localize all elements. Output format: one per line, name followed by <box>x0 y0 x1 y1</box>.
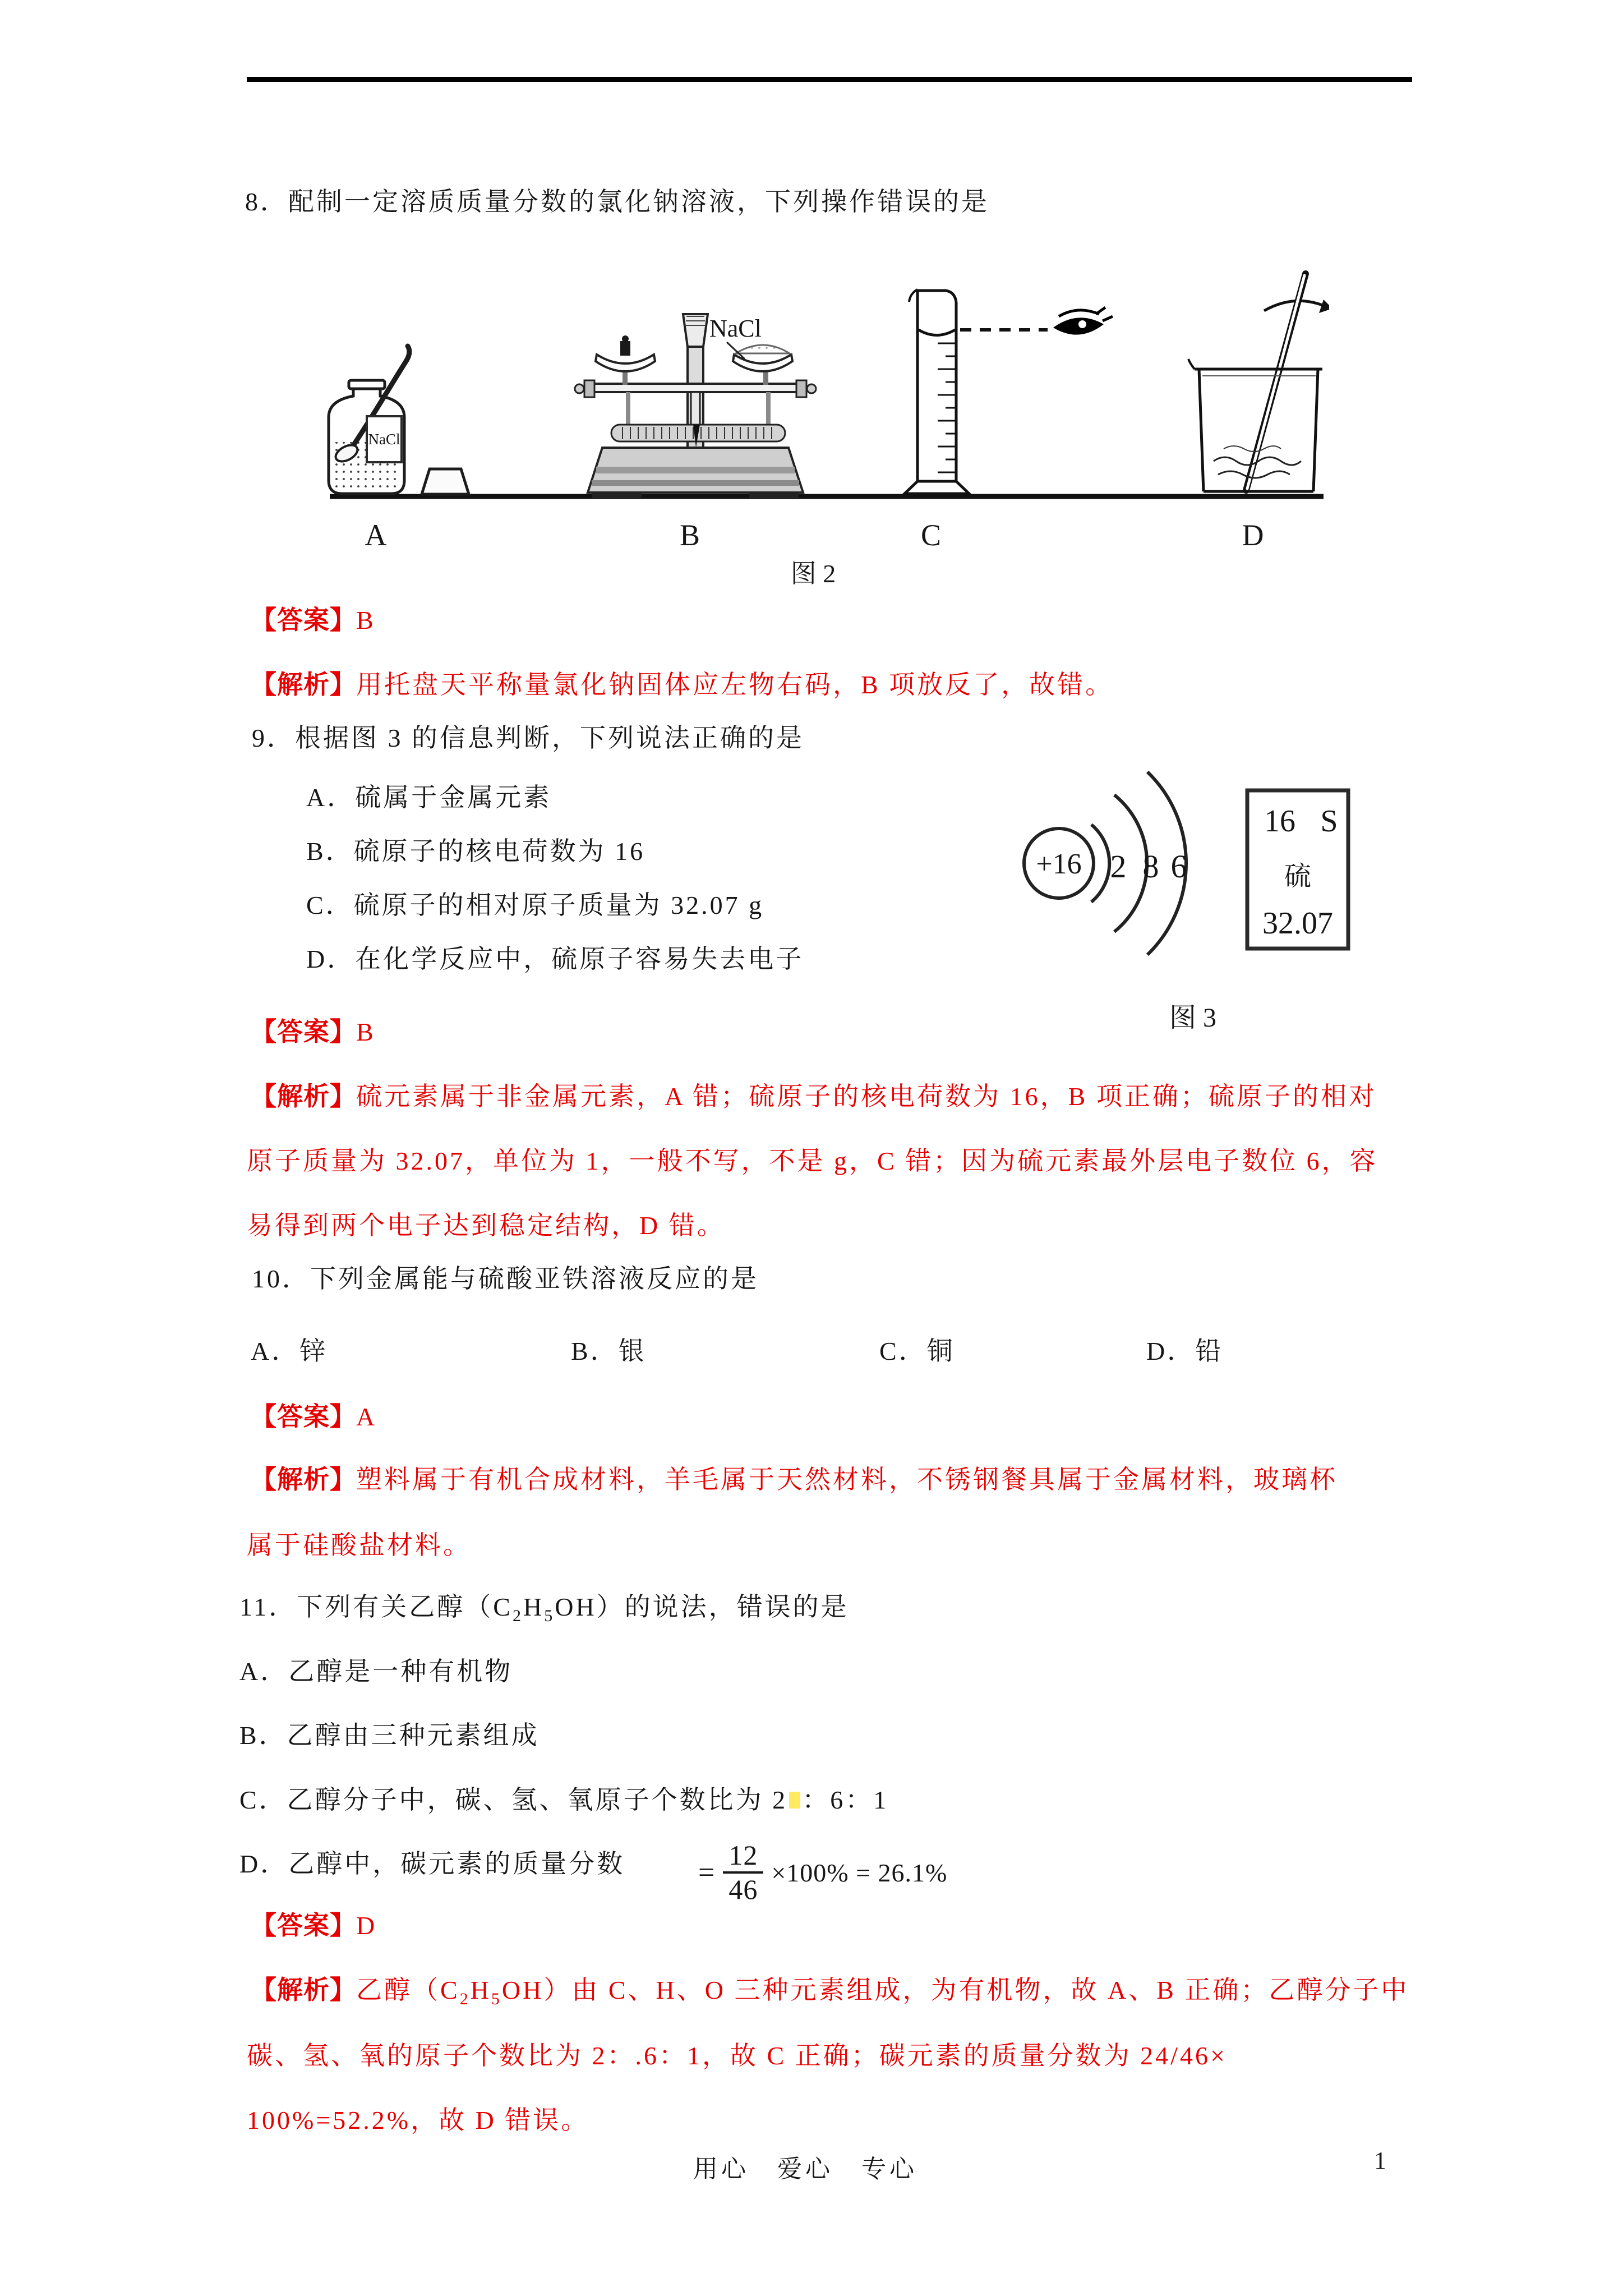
q11-option-b: B．乙醇由三种元素组成 <box>239 1721 540 1750</box>
bottle-cap <box>422 469 469 494</box>
q9-option-d: D．在化学反应中，硫原子容易失去电子 <box>306 945 804 973</box>
mass-fraction-formula <box>698 1816 947 1929</box>
figure2-caption: 图 2 <box>790 559 836 588</box>
formula-fraction <box>723 1839 763 1906</box>
fraction-denominator: 46 <box>728 1874 758 1905</box>
atom-structure-diagram <box>1024 772 1187 955</box>
figure3-caption: 图 3 <box>1169 1003 1217 1033</box>
q8-answer-line <box>251 605 376 636</box>
q11-stem-part2: H <box>523 1593 545 1621</box>
figure2-label-d: D <box>1242 518 1264 552</box>
q11-analysis-subscript2: 5 <box>491 1990 502 2009</box>
q9-analysis-line3: 易得到两个电子达到稳定结构，D 错。 <box>247 1211 725 1240</box>
q11-answer-line <box>251 1910 377 1941</box>
q11-analysis-line2: 碳、氢、氧的原子个数比为 2：.6：1，故 C 正确；碳元素的质量分数为 24/46× <box>247 2041 1227 2070</box>
figure2-label-a: A <box>365 518 387 552</box>
answer-tag: 【答案】 <box>251 1911 356 1940</box>
q11-stem-subscript2: 5 <box>544 1607 555 1626</box>
q9-analysis-text1: 硫元素属于非金属元素，A 错；硫原子的核电荷数为 16，B 项正确；硫原子的相对 <box>356 1082 1377 1111</box>
q11-option-c-part2: ：6：1 <box>802 1786 889 1814</box>
q10-analysis-line1 <box>251 1464 1338 1495</box>
q11-stem-part3: OH）的说法，错误的是 <box>555 1593 849 1621</box>
balance-nacl-label: NaCl <box>709 315 762 342</box>
analysis-tag: 【解析】 <box>251 1082 356 1111</box>
weight-on-pan <box>620 341 630 356</box>
answer-tag: 【答案】 <box>251 1402 356 1431</box>
q10-stem: 10．下列金属能与硫酸亚铁溶液反应的是 <box>252 1264 759 1293</box>
q9-option-a: A．硫属于金属元素 <box>306 783 552 812</box>
q8-answer: B <box>356 606 376 634</box>
figure2-label-b: B <box>679 518 700 552</box>
q8-stem: 8．配制一定溶质质量分数的氯化钠溶液，下列操作错误的是 <box>245 187 989 216</box>
highlight-artifact <box>789 1792 800 1809</box>
q11-analysis-part1: 乙醇（C <box>356 1976 460 2004</box>
q11-analysis-subscript1: 2 <box>459 1990 471 2009</box>
q11-stem <box>239 1591 849 1626</box>
balance-left-pan <box>596 355 655 371</box>
answer-tag: 【答案】 <box>251 1018 356 1046</box>
bottle-label: NaCl <box>368 431 400 448</box>
q8-analysis-line <box>251 669 1113 700</box>
figure-3-illustration <box>998 746 1402 1060</box>
fraction-numerator: 12 <box>723 1839 763 1874</box>
q11-stem-subscript1: 2 <box>512 1607 523 1626</box>
q11-option-c <box>239 1784 888 1815</box>
q10-option-b: B．银 <box>571 1337 647 1365</box>
figure2-label-c: C <box>920 518 942 552</box>
q11-analysis-line1 <box>251 1975 1409 2009</box>
q10-answer-line <box>251 1401 377 1432</box>
q10-analysis-line2: 属于硅酸盐材料。 <box>247 1531 471 1559</box>
analysis-tag: 【解析】 <box>251 1976 356 2004</box>
shell2-electrons: 8 <box>1142 848 1159 885</box>
q10-option-a: A．锌 <box>251 1337 328 1365</box>
q11-option-a: A．乙醇是一种有机物 <box>239 1657 513 1686</box>
analysis-tag: 【解析】 <box>251 1465 356 1494</box>
q10-option-d: D．铅 <box>1146 1337 1224 1365</box>
answer-tag: 【答案】 <box>251 606 356 634</box>
q9-option-c: C．硫原子的相对原子质量为 32.07 g <box>306 891 764 919</box>
footer-motto: 用心 爱心 专心 <box>693 2155 917 2183</box>
element-name: 硫 <box>1284 862 1312 891</box>
q11-answer: D <box>356 1911 377 1940</box>
q9-answer: B <box>356 1018 376 1046</box>
balance-illustration <box>575 314 816 498</box>
formula-suffix: ×100% = 26.1% <box>771 1858 948 1887</box>
beaker-illustration <box>1188 274 1329 491</box>
q9-analysis-line2: 原子质量为 32.07，单位为 1，一般不写，不是 g，C 错；因为硫元素最外层电子数位 6，容 <box>247 1147 1378 1175</box>
q9-stem: 9．根据图 3 的信息判断，下列说法正确的是 <box>252 724 804 752</box>
q11-option-d: D．乙醇中，碳元素的质量分数 <box>239 1849 625 1878</box>
q11-analysis-line3: 100%=52.2%，故 D 错误。 <box>247 2106 589 2134</box>
q10-analysis-text1: 塑料属于有机合成材料，羊毛属于天然材料，不锈钢餐具属于金属材料，玻璃杯 <box>356 1465 1338 1494</box>
eye-icon <box>1053 307 1113 335</box>
q11-stem-part1: 11．下列有关乙醇（C <box>239 1593 513 1621</box>
header-rule <box>247 77 1412 82</box>
q11-analysis-part2: H <box>470 1976 491 2004</box>
q10-option-c: C．铜 <box>879 1337 955 1365</box>
q10-answer: A <box>356 1402 377 1431</box>
element-mass: 32.07 <box>1262 906 1333 941</box>
reagent-bottle-illustration <box>329 346 469 494</box>
page-number: 1 <box>1374 2147 1386 2174</box>
q9-analysis-line1 <box>251 1081 1377 1112</box>
q11-option-c-part1: C．乙醇分子中，碳、氢、氧原子个数比为 2 <box>239 1786 788 1814</box>
q8-analysis: 用托盘天平称量氯化钠固体应左物右码，B 项放反了，故错。 <box>356 670 1114 699</box>
q9-answer-line <box>251 1016 376 1047</box>
figure-2-illustration <box>320 258 1329 595</box>
q11-analysis-part3: OH）由 C、H、O 三种元素组成，为有机物，故 A、B 正确；乙醇分子中 <box>501 1976 1409 2004</box>
element-box <box>1247 790 1348 949</box>
analysis-tag: 【解析】 <box>251 670 356 699</box>
element-symbol: S <box>1320 804 1338 839</box>
q9-option-b: B．硫原子的核电荷数为 16 <box>306 837 645 866</box>
formula-equals: = <box>698 1856 716 1889</box>
shell3-electrons: 6 <box>1170 848 1187 885</box>
graduated-cylinder-illustration <box>905 289 1113 494</box>
liquid-meniscus <box>919 330 955 335</box>
shell1-electrons: 2 <box>1110 848 1127 885</box>
element-atomic-number: 16 <box>1264 804 1295 839</box>
nucleus-charge: +16 <box>1036 848 1082 880</box>
